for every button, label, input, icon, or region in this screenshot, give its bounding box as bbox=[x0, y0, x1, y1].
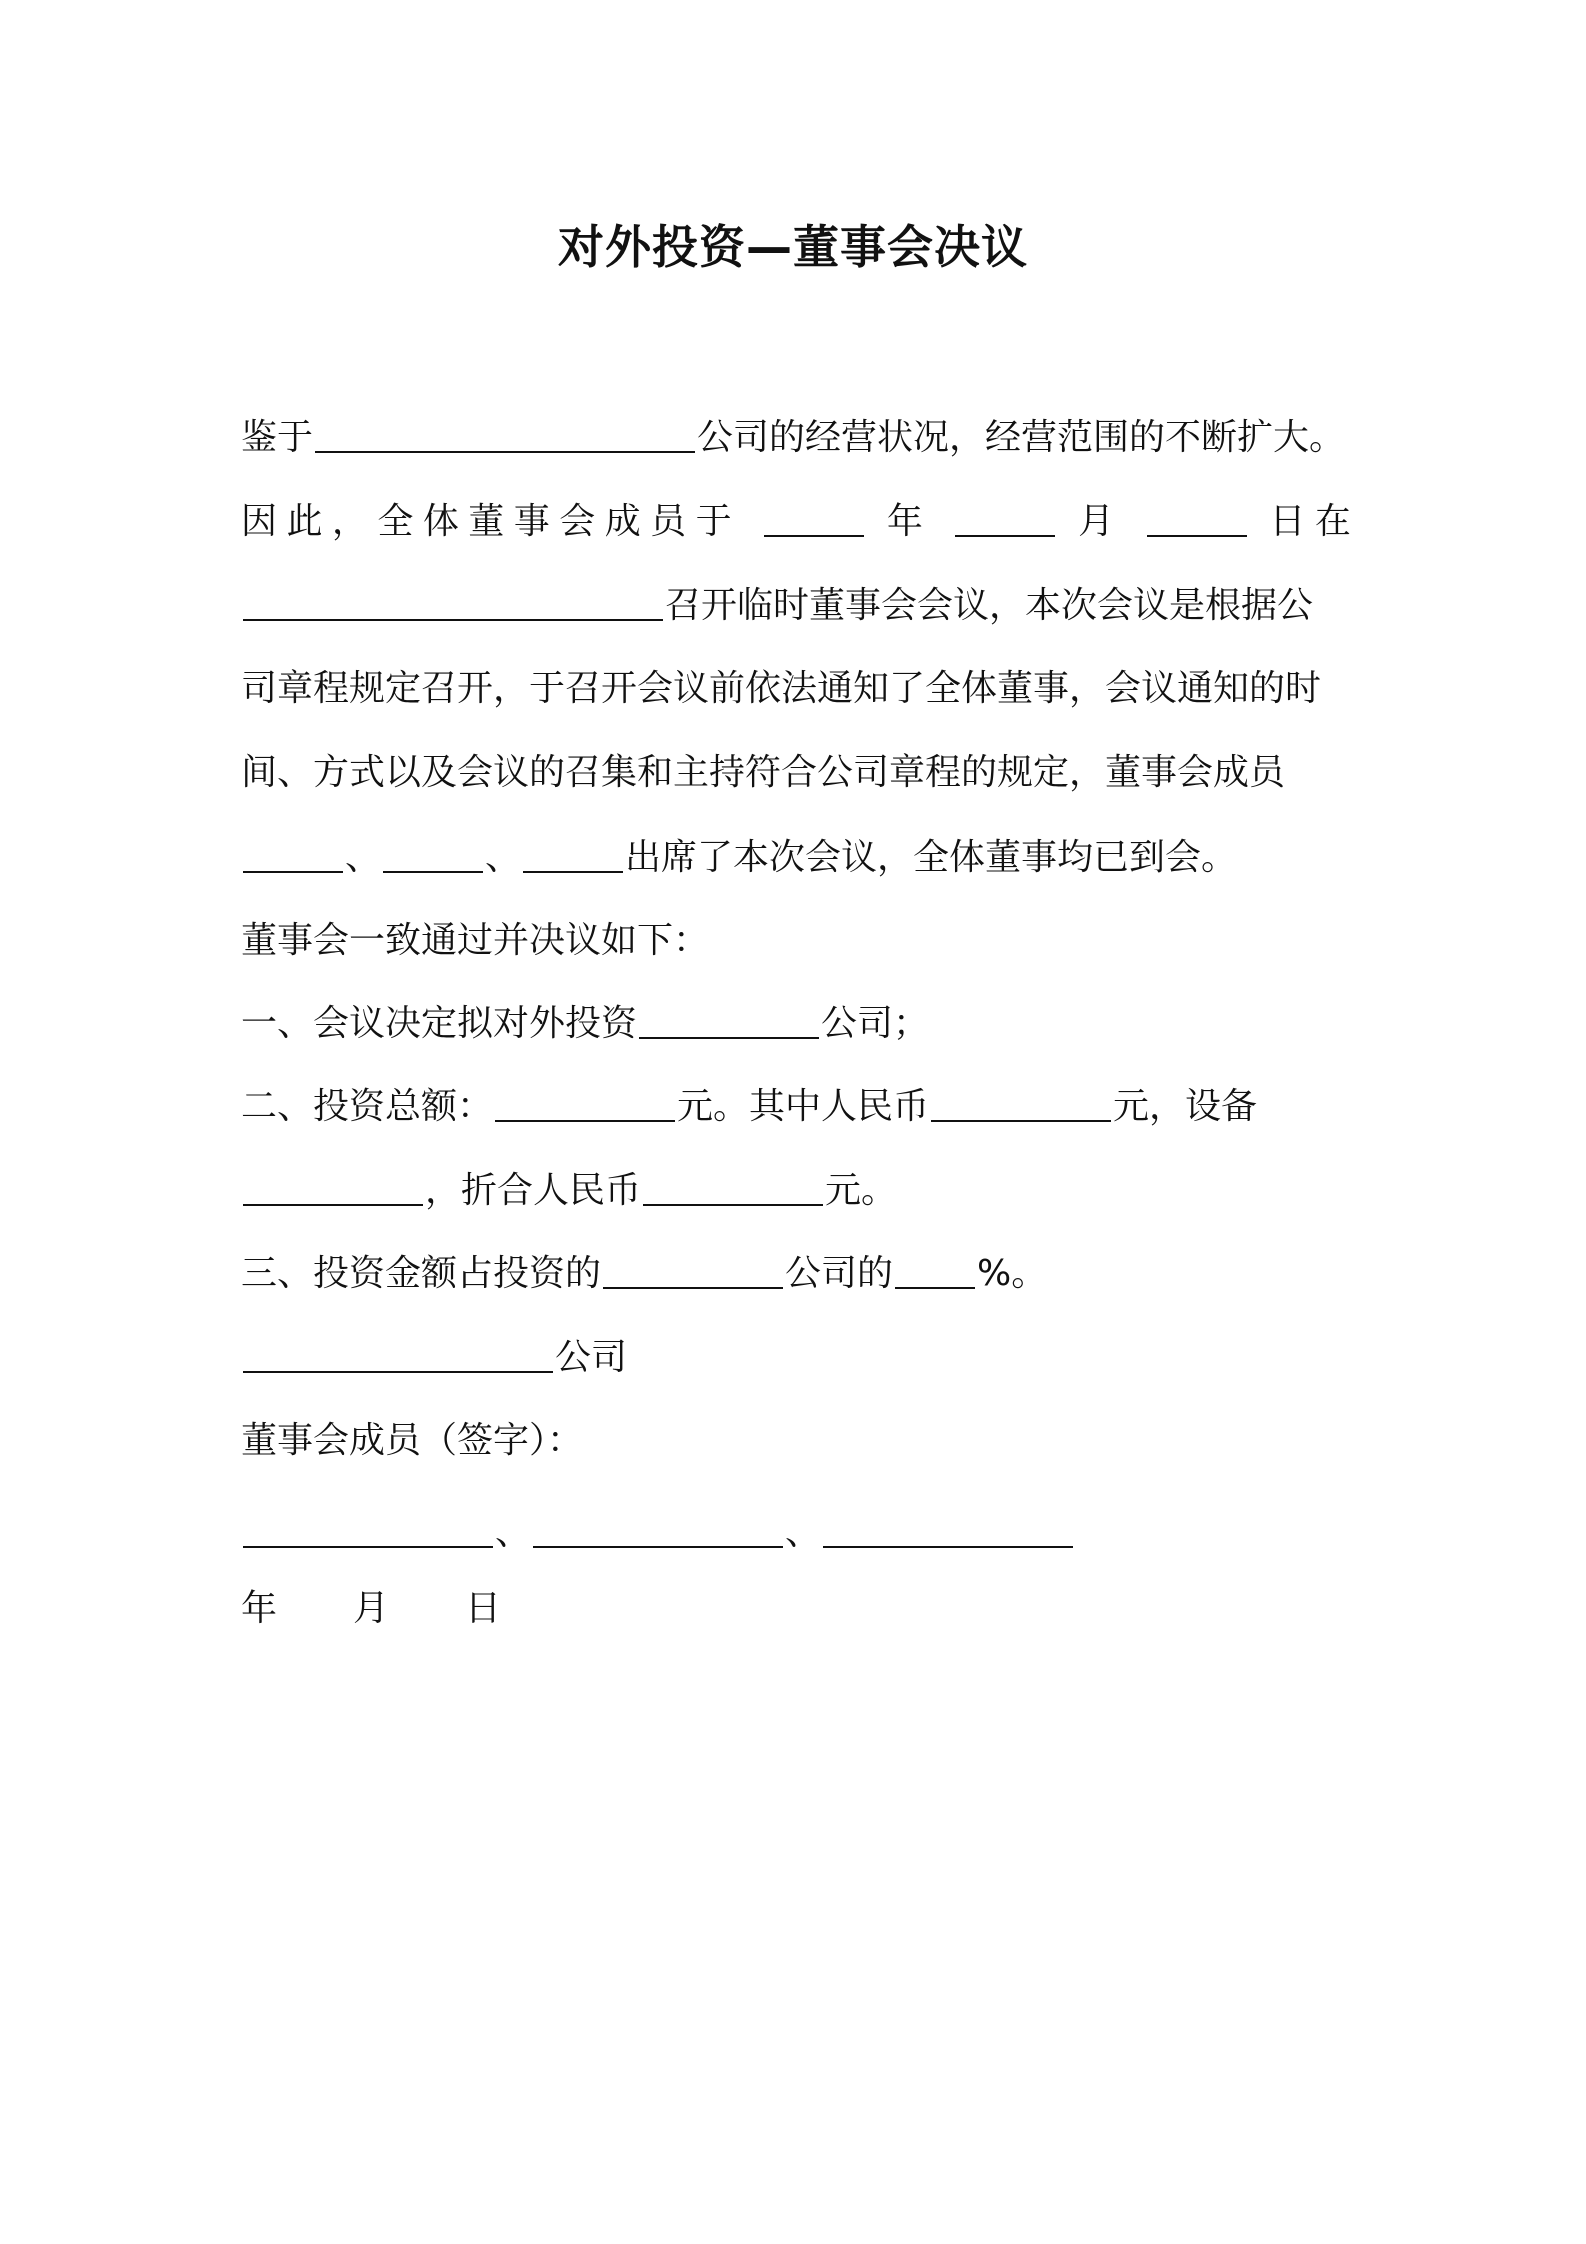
blank-month[interactable] bbox=[955, 499, 1055, 537]
text-prefix: 鉴于 bbox=[241, 417, 314, 458]
blank-signature-2[interactable] bbox=[533, 1510, 783, 1548]
resolution-intro: 董事会一致通过并决议如下： bbox=[241, 920, 710, 961]
paragraph-line-5: 间、方式以及会议的召集和主持符合公司章程的规定，董事会成员 bbox=[241, 752, 1286, 793]
blank-rmb-amount[interactable] bbox=[931, 1084, 1111, 1122]
text-suffix: %。 bbox=[977, 1253, 1048, 1294]
paragraph-line-1 bbox=[241, 413, 1345, 463]
text-suffix: 公司； bbox=[821, 1003, 930, 1044]
blank-company-name[interactable] bbox=[315, 415, 695, 453]
text-yuan-1: 元。其中人民币 bbox=[677, 1086, 930, 1127]
signature-date bbox=[241, 1584, 501, 1634]
text-suffix: 元。 bbox=[825, 1170, 898, 1211]
text-item-1: 一、会议决定拟对外投资 bbox=[241, 1003, 638, 1044]
text-year: 年 bbox=[241, 1588, 278, 1629]
blank-signature-3[interactable] bbox=[823, 1510, 1073, 1548]
blank-company[interactable] bbox=[243, 1335, 553, 1373]
resolution-item-3 bbox=[241, 1249, 1047, 1299]
paragraph-line-6 bbox=[241, 833, 1237, 883]
text-line-6: 出席了本次会议，全体董事均已到会。 bbox=[625, 837, 1238, 878]
blank-meeting-place[interactable] bbox=[243, 583, 663, 621]
text-sep: 、 bbox=[345, 837, 382, 878]
blank-percent[interactable] bbox=[895, 1251, 975, 1289]
text-day: 日在 bbox=[1269, 501, 1351, 542]
blank-member-3[interactable] bbox=[523, 835, 623, 873]
text-day: 日 bbox=[465, 1588, 502, 1629]
blank-invest-company[interactable] bbox=[639, 1001, 819, 1039]
blank-member-2[interactable] bbox=[383, 835, 483, 873]
text-mid: 公司的 bbox=[785, 1253, 894, 1294]
blank-day[interactable] bbox=[1147, 499, 1247, 537]
text-item-3: 三、投资金额占投资的 bbox=[241, 1253, 602, 1294]
text-start: 因此，全体董事会成员于 bbox=[241, 501, 742, 542]
blank-target-company[interactable] bbox=[603, 1251, 783, 1289]
blank-total-amount[interactable] bbox=[495, 1084, 675, 1122]
document-title: 对外投资—董事会决议 bbox=[558, 220, 1028, 274]
text-suffix: 公司的经营状况，经营范围的不断扩大。 bbox=[697, 417, 1346, 458]
text-line-3: 召开临时董事会会议，本次会议是根据公 bbox=[665, 585, 1314, 626]
paragraph-line-4: 司章程规定召开，于召开会议前依法通知了全体董事，会议通知的时 bbox=[241, 668, 1322, 709]
text-year: 年 bbox=[886, 501, 933, 542]
blank-year[interactable] bbox=[764, 499, 864, 537]
resolution-item-1 bbox=[241, 999, 929, 1049]
blank-equipment-rmb[interactable] bbox=[643, 1168, 823, 1206]
paragraph-line-2 bbox=[241, 497, 1351, 547]
resolution-item-2-cont bbox=[241, 1166, 897, 1216]
resolution-item-2 bbox=[241, 1082, 1257, 1132]
text-item-2b: ，折合人民币 bbox=[425, 1170, 642, 1211]
members-signature-blanks bbox=[241, 1508, 1075, 1558]
paragraph-line-3 bbox=[241, 581, 1313, 631]
blank-member-1[interactable] bbox=[243, 835, 343, 873]
members-signature-label: 董事会成员（签字）： bbox=[241, 1420, 584, 1461]
text-yuan-2: 元，设备 bbox=[1113, 1086, 1258, 1127]
text-item-2: 二、投资总额： bbox=[241, 1086, 494, 1127]
text-month: 月 bbox=[353, 1588, 390, 1629]
text-company: 公司 bbox=[555, 1337, 628, 1378]
text-sep: 、 bbox=[485, 837, 522, 878]
company-signature-line bbox=[241, 1333, 627, 1383]
text-sep: 、 bbox=[785, 1512, 822, 1553]
text-month: 月 bbox=[1078, 501, 1124, 542]
blank-signature-1[interactable] bbox=[243, 1510, 493, 1548]
text-sep: 、 bbox=[495, 1512, 532, 1553]
blank-equipment[interactable] bbox=[243, 1168, 423, 1206]
